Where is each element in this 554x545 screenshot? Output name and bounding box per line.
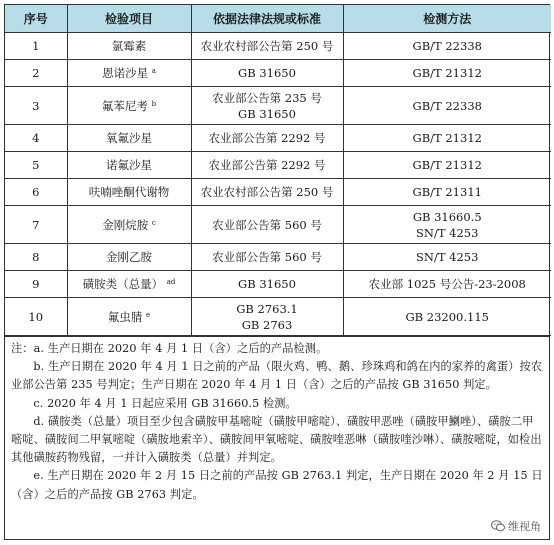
cell-method	[343, 87, 551, 125]
cell-basis	[191, 33, 343, 60]
note-c: c. 2020 年 4 月 1 日起应采用 GB 31660.5 检测。	[33, 396, 297, 410]
note-a: 注：a. 生产日期在 2020 年 4 月 1 日（含）之后的产品检测。	[11, 342, 328, 355]
cell-method	[343, 33, 551, 60]
table-row	[5, 179, 551, 206]
table-row	[5, 298, 551, 336]
footnote-marker: e	[146, 310, 151, 319]
cell-method	[343, 125, 551, 152]
item-name: 氟虫腈	[107, 309, 143, 324]
method-line: SN/T 4253	[416, 250, 479, 264]
cell-item	[67, 179, 191, 206]
basis-line: GB 31650	[238, 66, 296, 80]
basis-line: 农业农村部公告第 250 号	[200, 39, 334, 53]
note-e: e. 生产日期在 2020 年 2 月 15 日之前的产品按 GB 2763.1 判定，生产日期在 2020 年 2 月 15 日（含）之后的产品按 GB 2763 判定。	[11, 469, 543, 501]
method-line: GB/T 21312	[412, 158, 482, 172]
wechat-icon	[491, 520, 505, 532]
table-row	[5, 87, 551, 125]
footnote-marker: c	[151, 218, 156, 227]
cell-basis	[191, 179, 343, 206]
cell-no: 2	[5, 60, 67, 87]
table-row	[5, 33, 551, 60]
table-row	[5, 152, 551, 179]
note-b: b. 生产日期在 2020 年 4 月 1 日之前的产品（限火鸡、鸭、鹅、珍珠鸡和鸽在内的家养的禽蛋）按农业部公告第 235 号判定；生产日期在 2020 年 4 月 1 日（含）之后的产品按 GB 31650 判定。	[11, 360, 543, 392]
cell-method	[343, 244, 551, 271]
item-name: 金刚烷胺	[102, 217, 149, 232]
cell-item	[67, 271, 191, 298]
inspection-items-table	[5, 5, 551, 336]
table-header-row	[5, 5, 551, 33]
cell-method	[343, 60, 551, 87]
cell-item	[67, 60, 191, 87]
cell-no: 3	[5, 87, 67, 125]
cell-no: 8	[5, 244, 67, 271]
cell-basis	[191, 206, 343, 244]
cell-basis	[191, 87, 343, 125]
cell-item	[67, 152, 191, 179]
method-line: SN/T 4253	[416, 225, 479, 240]
method-line: GB 31660.5	[412, 209, 482, 224]
method-line: GB/T 21311	[412, 185, 482, 199]
header-basis: 依据法律法规或标准	[191, 5, 343, 33]
table-row	[5, 60, 551, 87]
basis-line: GB 31650	[238, 277, 296, 291]
watermark	[488, 517, 544, 535]
basis-line: 农业部公告第 560 号	[212, 217, 322, 232]
item-name: 磺胺类（总量）	[82, 277, 164, 291]
basis-line: GB 2763.1	[236, 301, 298, 316]
item-name: 氯霉素	[111, 39, 147, 53]
cell-basis	[191, 298, 343, 336]
cell-item	[67, 33, 191, 60]
cell-method	[343, 271, 551, 298]
cell-item	[67, 87, 191, 125]
method-line: GB 23200.115	[405, 309, 489, 324]
method-line: 农业部 1025 号公告-23-2008	[368, 277, 526, 291]
watermark-text: 维视角	[508, 520, 541, 533]
table-row	[5, 125, 551, 152]
cell-no: 7	[5, 206, 67, 244]
basis-line: 农业部公告第 560 号	[212, 250, 322, 264]
cell-item	[67, 298, 191, 336]
footnote-marker: b	[151, 99, 157, 108]
cell-basis	[191, 60, 343, 87]
method-line: GB/T 21312	[412, 66, 482, 80]
cell-no: 1	[5, 33, 67, 60]
cell-item	[67, 206, 191, 244]
cell-method	[343, 298, 551, 336]
method-line: GB/T 21312	[412, 131, 482, 145]
footnote-marker: ad	[166, 278, 176, 286]
cell-no: 10	[5, 298, 67, 336]
cell-method	[343, 152, 551, 179]
item-name: 金刚乙胺	[106, 250, 152, 264]
cell-basis	[191, 152, 343, 179]
item-name: 诺氟沙星	[106, 158, 152, 172]
cell-no: 9	[5, 271, 67, 298]
basis-line: 农业部公告第 235 号	[212, 90, 322, 105]
note-d: d. 磺胺类（总量）项目至少包含磺胺甲基嘧啶（磺胺甲嘧啶）、磺胺甲恶唑（磺胺甲鯻唑）、磺胺二甲嘧啶、磺胺间二甲氧嘧啶（磺胺地索辛）、磺胺间甲氧嘧啶、磺胺喹恶啉（磺胺喹沙啉）、磺胺嘧啶，如检出其他磺胺药物残留，一并计入磺胺类（总量）并判定。	[11, 414, 542, 465]
cell-method	[343, 206, 551, 244]
cell-method	[343, 179, 551, 206]
table-notes	[5, 336, 549, 504]
cell-basis	[191, 271, 343, 298]
basis-line: GB 31650	[238, 106, 296, 121]
cell-no: 4	[5, 125, 67, 152]
cell-no: 5	[5, 152, 67, 179]
header-method: 检测方法	[343, 5, 551, 33]
item-name: 氟苯尼考	[101, 98, 148, 113]
basis-line: 农业农村部公告第 250 号	[200, 185, 334, 199]
basis-line: GB 2763	[241, 317, 293, 332]
basis-line: 农业部公告第 2292 号	[208, 158, 326, 172]
cell-basis	[191, 244, 343, 271]
cell-item	[67, 125, 191, 152]
method-line: GB/T 22338	[412, 98, 482, 113]
cell-item	[67, 244, 191, 271]
method-line: GB/T 22338	[412, 39, 482, 53]
inspection-table-document	[4, 4, 550, 540]
basis-line: 农业部公告第 2292 号	[208, 131, 326, 145]
table-row	[5, 271, 551, 298]
cell-no: 6	[5, 179, 67, 206]
table-row	[5, 244, 551, 271]
header-item: 检验项目	[67, 5, 191, 33]
item-name: 氧氟沙星	[106, 131, 152, 145]
item-name: 恩诺沙星	[102, 66, 149, 80]
item-name: 呋喃唑酮代谢物	[88, 185, 170, 199]
header-no: 序号	[5, 5, 67, 33]
cell-basis	[191, 125, 343, 152]
footnote-marker: a	[151, 67, 156, 75]
table-row	[5, 206, 551, 244]
